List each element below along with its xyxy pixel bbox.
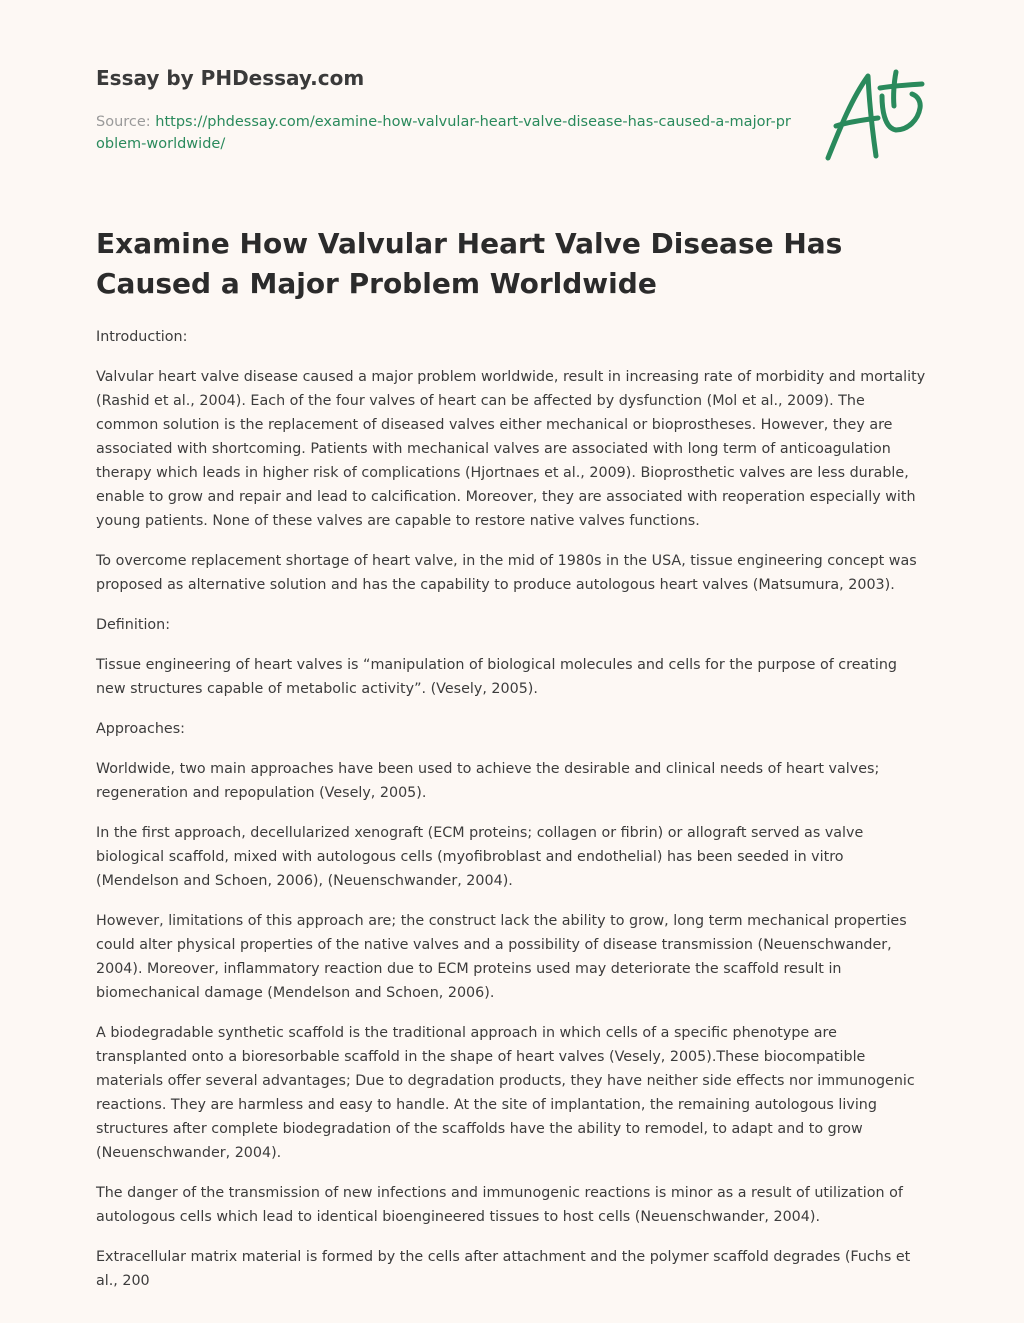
paragraph: However, limitations of this approach are; the construct lack the ability to grow, long term mechanical properties could alter physical properties of the native valves and a possibility of disease transmission (Neuenschwander, 2004). Moreover, inflammatory reaction due to ECM proteins used may deteriorate the scaffold result in biomechanical damage (Mendelson and Schoen, 2006). <box>96 913 907 1001</box>
source-line <box>96 111 796 155</box>
paragraph: Tissue engineering of heart valves is “manipulation of biological molecules and cells for the purpose of creating new structures capable of metabolic activity”. (Vesely, 2005). <box>96 657 898 697</box>
paragraph: Valvular heart valve disease caused a major problem worldwide, result in increasing rate of morbidity and mortality (Rashid et al., 2004). Each of the four valves of heart can be affected by dysfunction (Mol et al., 2009). The common solution is the replacement of diseased valves either mechanical or bioprostheses. However, they are associated with shortcoming. Patients with mechanical valves are associated with long term of anticoagulation therapy which leads in higher risk of complications (Hjortnaes et al., 2009). Bioprosthetic valves are less durable, enable to grow and repair and lead to calcification. Moreover, they are associated with reoperation especially with young patients. None of these valves are capable to restore native valves functions. <box>96 369 926 529</box>
source-label: Source: <box>96 114 156 130</box>
a-plus-logo-icon <box>822 68 926 164</box>
paragraph: To overcome replacement shortage of heart valve, in the mid of 1980s in the USA, tissue engineering concept was proposed as alternative solution and has the capability to produce autologous heart valves (Matsumura, 2003). <box>96 553 917 593</box>
paragraph: A biodegradable synthetic scaffold is the traditional approach in which cells of a specific phenotype are transplanted onto a bioresorbable scaffold in the shape of heart valves (Vesely, 2005).These biocompatible materials offer several advantages; Due to degradation products, they have neither side effects nor immunogenic reactions. They are harmless and easy to handle. At the site of implantation, the remaining autologous living structures after complete biodegradation of the scaffolds have the ability to remodel, to adapt and to grow (Neuenschwander, 2004). <box>96 1025 915 1161</box>
essay-body <box>96 325 928 1309</box>
essay-title: Examine How Valvular Heart Valve Disease Has Caused a Major Problem Worldwide <box>96 227 843 300</box>
paragraph: Worldwide, two main approaches have been used to achieve the desirable and clinical needs of heart valves; regeneration and repopulation (Vesely, 2005). <box>96 761 880 801</box>
paragraph: Approaches: <box>96 721 185 737</box>
paragraph: Definition: <box>96 617 171 633</box>
paragraph: In the first approach, decellularized xenograft (ECM proteins; collagen or fibrin) or allograft served as valve biological scaffold, mixed with autologous cells (myofibroblast and endothelial) has been seeded in vitro (Mendelson and Schoen, 2006), (Neuenschwander, 2004). <box>96 825 864 889</box>
paragraph: The danger of the transmission of new infections and immunogenic reactions is minor as a result of utilization of autologous cells which lead to identical bioengineered tissues to host cells (Neuenschwander, 2004). <box>96 1185 903 1225</box>
source-link[interactable]: https://phdessay.com/examine-how-valvular-heart-valve-disease-has-caused-a-major-problem-worldwide/ <box>96 114 791 152</box>
site-title: Essay by PHDessay.com <box>96 66 365 90</box>
paragraph: Introduction: <box>96 329 188 345</box>
paragraph: Extracellular matrix material is formed by the cells after attachment and the polymer scaffold degrades (Fuchs et al., 200 <box>96 1249 911 1289</box>
